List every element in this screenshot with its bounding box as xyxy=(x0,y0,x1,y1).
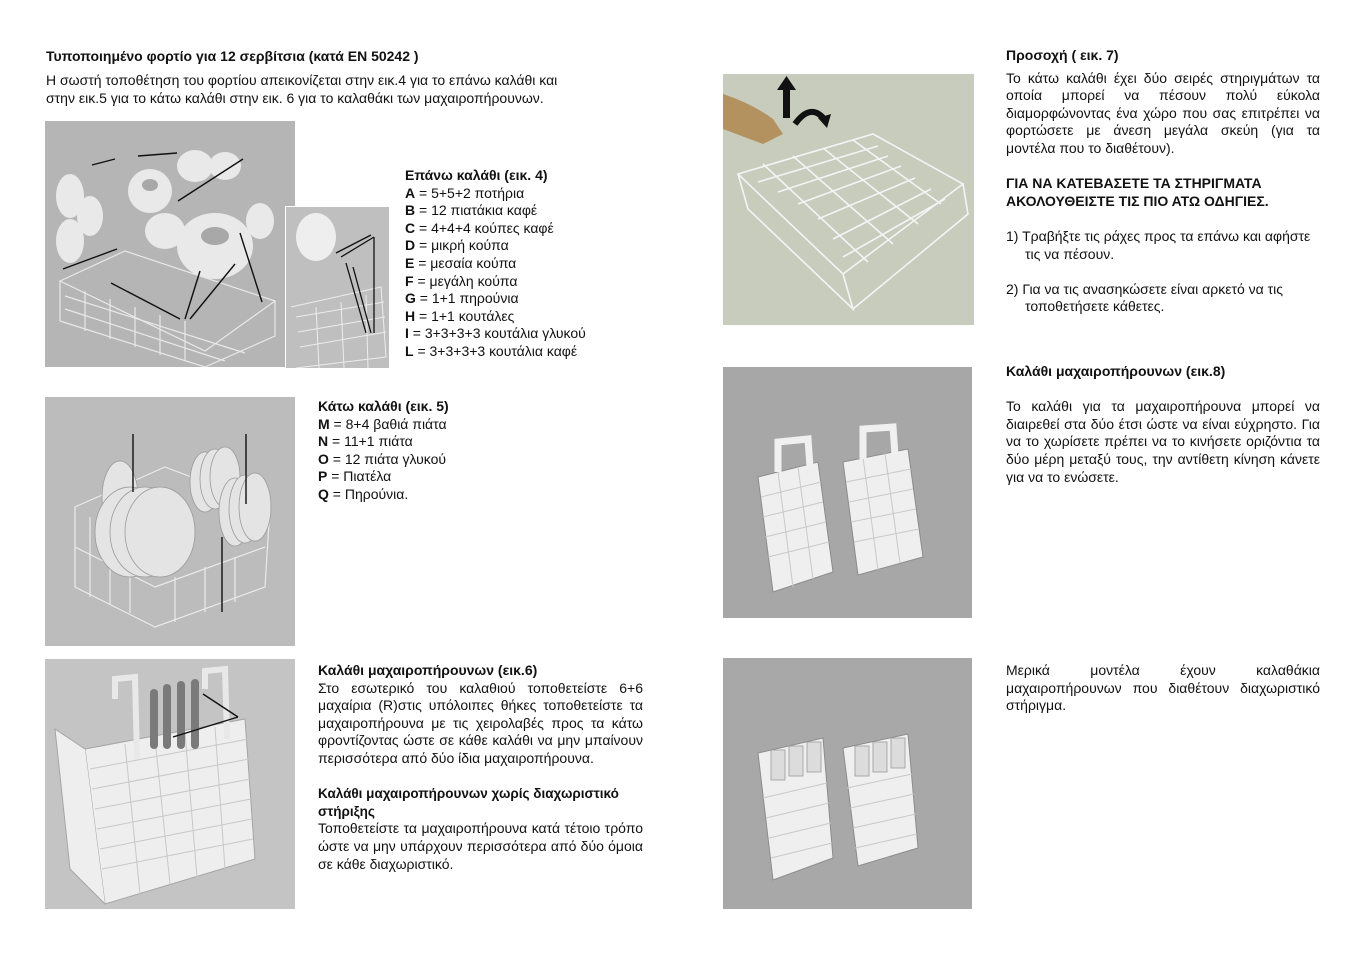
step-1: 1) Τραβήξτε τις ράχες προς τα επάνω και αφήστε τις να πέσουν. xyxy=(1006,227,1311,262)
list-item: C = 4+4+4 κούπες καφέ xyxy=(405,219,554,236)
models-note: Μερικά μοντέλα έχουν καλαθάκια μαχαιροπήρουνων που διαθέτουν διαχωριστικό στήριγμα. xyxy=(1006,662,1320,714)
attention-body: Το κάτω καλάθι έχει δύο σειρές στηριγμάτων τα οποία μπορεί να πέσουν πολύ εύκολα διαμορφώνοντας ένα χώρο που σας επιτρέπει να φορτώσετε με άνεση μεγάλα σκεύη (για τα μοντέλα που το διαθέτουν). xyxy=(1006,69,1320,156)
lower-basket-racks-photo xyxy=(723,74,974,325)
intro-line-1: Η σωστή τοποθέτηση του φορτίου απεικονίζεται στην εικ.4 για το επάνω καλάθι και xyxy=(46,72,558,88)
upper-basket-photo xyxy=(45,121,295,367)
cutlery-basket-heading: Καλάθι μαχαιροπήρουνων (εικ.6) xyxy=(318,662,538,678)
cutlery8-section xyxy=(1006,363,1320,486)
list-item: O = 12 πιάτα γλυκού xyxy=(318,450,447,467)
list-item: A = 5+5+2 ποτήρια xyxy=(405,184,525,201)
lower-basket-list xyxy=(318,416,449,504)
divider-cutlery-basket-photo xyxy=(723,658,972,909)
cutlery8-heading: Καλάθι μαχαιροπήρουνων (εικ.8) xyxy=(1006,363,1226,379)
upper-basket-heading: Επάνω καλάθι (εικ. 4) xyxy=(405,167,548,183)
upper-basket-legend xyxy=(405,167,586,361)
divisible-cutlery-basket-photo xyxy=(723,367,972,618)
cutlery-no-divider-heading: Καλάθι μαχαιροπήρουνων χωρίς διαχωριστικό στήριξης xyxy=(318,786,619,819)
list-item: D = μικρή κούπα xyxy=(405,237,509,254)
caps-instruction-2: ΑΚΟΛΟΥΘΕΙΣΤΕ ΤΙΣ ΠΙΟ ΑΤΩ ΟΔΗΓΙΕΣ. xyxy=(1006,192,1269,209)
attention-heading: Προσοχή ( εικ. 7) xyxy=(1006,47,1119,63)
page-title: Τυποποιημένο φορτίο για 12 σερβίτσια (κατά EN 50242 ) xyxy=(46,48,419,64)
list-item: G = 1+1 πηρούνια xyxy=(405,290,519,307)
cutlery-no-divider-body: Τοποθετείστε τα μαχαιροπήρουνα κατά τέτοιο τρόπο ώστε να μην υπάρχουν περισσότερα από δύο όμοια σε κάθε διαχωριστικό. xyxy=(318,820,643,872)
cutlery-basket-photo xyxy=(45,659,295,909)
list-item: N = 11+1 πιάτα xyxy=(318,433,413,450)
list-item: H = 1+1 κουτάλες xyxy=(405,307,515,324)
list-item: F = μεγάλη κούπα xyxy=(405,272,518,289)
list-item: I = 3+3+3+3 κουτάλια γλυκού xyxy=(405,325,586,342)
caps-instruction-1: ΓΙΑ ΝΑ ΚΑΤΕΒΑΣΕΤΕ ΤΑ ΣΤΗΡΙΓΜΑΤΑ xyxy=(1006,175,1262,192)
cutlery-basket-body: Στο εσωτερικό του καλαθιού τοποθετείστε 6+6 μαχαίρια (R)στις υπόλοιπες θήκες τοποθετείστε τα μαχαιροπήρουνα με τις χειρολαβές προς τα κάτω φροντίζοντας ώστε σε κάθε καλάθι να μην μπαίνουν περισσότερα από δύο ίδια μαχαιροπήρουνα. xyxy=(318,679,643,766)
intro-line-2: στην εικ.5 για το κάτω καλάθι στην εικ. 6 για το καλαθάκι των μαχαιροπήρουνων. xyxy=(46,90,544,106)
list-item: B = 12 πιατάκια καφέ xyxy=(405,202,538,219)
list-item: L = 3+3+3+3 κουτάλια καφέ xyxy=(405,342,578,359)
attention-section xyxy=(1006,47,1320,316)
cutlery8-body: Το καλάθι για τα μαχαιροπήρουνα μπορεί να διαιρεθεί στα δύο έτσι ώστε να είναι εύχρηστο. Για να το χωρίσετε πρέπει να το κινήσετε οριζόντια τα δύο μέρη μεταξύ τους, την αντίθετη κίνηση κάνετε για να το ενώσετε. xyxy=(1006,398,1320,485)
step-2: 2) Για να τις ανασηκώσετε είναι αρκετό να τις τοποθετήσετε κάθετες. xyxy=(1006,280,1284,315)
upper-basket-list xyxy=(405,185,586,361)
cutlery-basket-text xyxy=(318,662,643,873)
list-item: M = 8+4 βαθιά πιάτα xyxy=(318,415,447,432)
lower-basket-photo xyxy=(45,397,295,646)
list-item: P = Πιατέλα xyxy=(318,468,392,485)
lower-basket-legend xyxy=(318,398,449,504)
list-item: E = μεσαία κούπα xyxy=(405,254,517,271)
cutlery-detail-photo xyxy=(285,206,389,368)
lower-basket-heading: Κάτω καλάθι (εικ. 5) xyxy=(318,398,449,414)
list-item: Q = Πηρούνια. xyxy=(318,485,409,502)
